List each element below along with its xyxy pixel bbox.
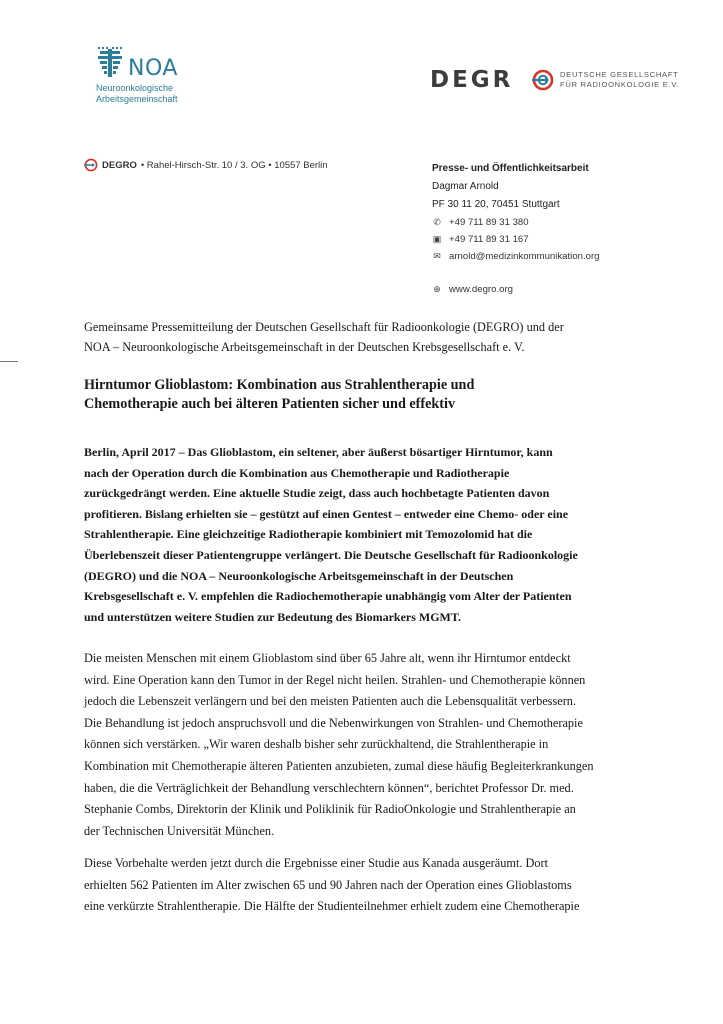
contact-web-row xyxy=(432,281,692,298)
body-line: Kombination mit Chemotherapie älteren Patienten anzubieten, zumal diese häufig Begleiterkrankungen xyxy=(84,758,594,773)
headline-line: Chemotherapie auch bei älteren Patienten sicher und effektiv xyxy=(84,396,456,412)
noa-subtitle-line: Arbeitsgemeinschaft xyxy=(96,94,178,104)
body-line: Diese Vorbehalte werden jetzt durch die Ergebnisse einer Studie aus Kanada ausgeräumt. Dort xyxy=(84,856,549,870)
degro-target-icon xyxy=(532,69,554,91)
noa-title: NOA xyxy=(128,56,178,81)
body-line: Stephanie Combs, Direktorin der Klinik und Poliklinik für RadioOnkologie und Strahlentherapie an xyxy=(84,802,576,817)
noa-subtitle xyxy=(96,83,178,105)
fax-icon: ▣ xyxy=(432,234,442,244)
body-line: können sich verstärken. „Wir waren deshalb bisher sehr zurückhaltend, die Strahlentherapie in xyxy=(84,737,549,752)
sender-org: DEGRO xyxy=(102,159,137,171)
contact-email[interactable]: arnold@medizinkommunikation.org xyxy=(449,251,600,262)
degro-mini-icon xyxy=(84,158,98,172)
lead-line: profitieren. Bislang erhielten sie – gestützt auf einen Gentest – entweder eine Chemo- oder eine xyxy=(84,506,569,521)
contact-phone-row xyxy=(432,214,692,231)
globe-icon: ⊕ xyxy=(433,284,441,294)
degro-tagline-line: FÜR RADIOONKOLOGIE E.V. xyxy=(560,79,680,89)
lead-line: zurückgedrängt werden. Eine aktuelle Studie zeigt, dass auch hochbetagte Patienten davon xyxy=(84,486,550,501)
degro-tagline-line: DEUTSCHE GESELLSCHAFT xyxy=(560,70,679,79)
body-line: Die Behandlung ist jedoch anspruchsvoll und die Nebenwirkungen von Strahlen- und Chemotherapie xyxy=(84,715,583,730)
headline-line: Hirntumor Glioblastom: Kombination aus Strahlentherapie und xyxy=(84,377,475,393)
sender-line xyxy=(84,158,328,172)
body-line: haben, die die Verträglichkeit der Behandlung verschlechtern können“, berichtet Professor Dr. med. xyxy=(84,780,574,795)
sender-address: • Rahel-Hirsch-Str. 10 / 3. OG • 10557 Berlin xyxy=(140,159,328,171)
lead-line: Krebsgesellschaft e. V. empfehlen die Radiochemotherapie unabhängig vom Alter der Patienten xyxy=(84,589,572,604)
body-paragraph xyxy=(84,648,644,842)
page-title xyxy=(84,376,644,414)
contact-web[interactable]: www.degro.org xyxy=(449,284,513,295)
degro-wordmark xyxy=(430,67,513,93)
noa-subtitle-line: Neuroonkologische xyxy=(96,83,174,93)
body-line: jedoch die Lebenszeit verlängern und bei den meisten Patienten auch die Lebensqualität verbessern. xyxy=(84,694,577,709)
mail-icon: ✉ xyxy=(433,251,441,261)
lead-line: Berlin, April 2017 – Das Glioblastom, ein seltener, aber äußerst bösartiger Hirntumor, kann xyxy=(84,445,553,459)
body-line: eine verkürzte Strahlentherapie. Die Hälfte der Studienteilnehmer erhielt zudem eine Chemotherapie xyxy=(84,899,580,914)
lead-line: Strahlentherapie. Eine gleichzeitige Radiotherapie kombiniert mit Temozolomid hat die xyxy=(84,527,533,542)
body-line: der Technischen Universität München. xyxy=(84,823,275,838)
fold-mark xyxy=(0,361,18,362)
body-line: wird. Eine Operation kann den Tumor in der Regel nicht heilen. Strahlen- und Chemotherapie können xyxy=(84,672,586,687)
body-paragraph xyxy=(84,853,644,918)
contact-heading: Presse- und Öffentlichkeitsarbeit xyxy=(432,163,589,174)
contact-name: Dagmar Arnold xyxy=(432,181,499,192)
body-line: erhielten 562 Patienten im Alter zwischen 65 und 90 Jahren nach der Operation eines Glioblastoms xyxy=(84,877,572,892)
lead-line: Überlebenszeit dieser Patientengruppe verlängert. Die Deutsche Gesellschaft für Radioonkologie xyxy=(84,547,578,562)
press-contact xyxy=(432,160,692,298)
contact-postbox: PF 30 11 20, 70451 Stuttgart xyxy=(432,199,560,210)
lead-paragraph xyxy=(84,442,644,627)
intro-text xyxy=(84,317,644,357)
noa-logo-icon xyxy=(96,47,126,81)
degro-wordmark-text: DEGR xyxy=(430,67,514,93)
body-line: Die meisten Menschen mit einem Glioblastom sind über 65 Jahre alt, wenn ihr Hirntumor entdeckt xyxy=(84,651,571,665)
lead-line: und unterstützen weitere Studien zur Bedeutung des Biomarkers MGMT. xyxy=(84,609,461,624)
contact-email-row xyxy=(432,248,692,265)
lead-line: nach der Operation durch die Kombination aus Chemotherapie und Radiotherapie xyxy=(84,465,510,480)
phone-icon: ✆ xyxy=(433,217,441,227)
intro-line: Gemeinsame Pressemitteilung der Deutschen Gesellschaft für Radioonkologie (DEGRO) und der xyxy=(84,320,564,334)
lead-line: (DEGRO) und die NOA – Neuroonkologische Arbeitsgemeinschaft in der Deutschen xyxy=(84,568,514,583)
contact-fax-row xyxy=(432,231,692,248)
intro-line: NOA – Neuroonkologische Arbeitsgemeinschaft in der Deutschen Krebsgesellschaft e. V. xyxy=(84,340,525,354)
contact-phone: +49 711 89 31 380 xyxy=(449,217,529,228)
degro-tagline xyxy=(560,70,679,89)
contact-fax: +49 711 89 31 167 xyxy=(449,234,529,245)
